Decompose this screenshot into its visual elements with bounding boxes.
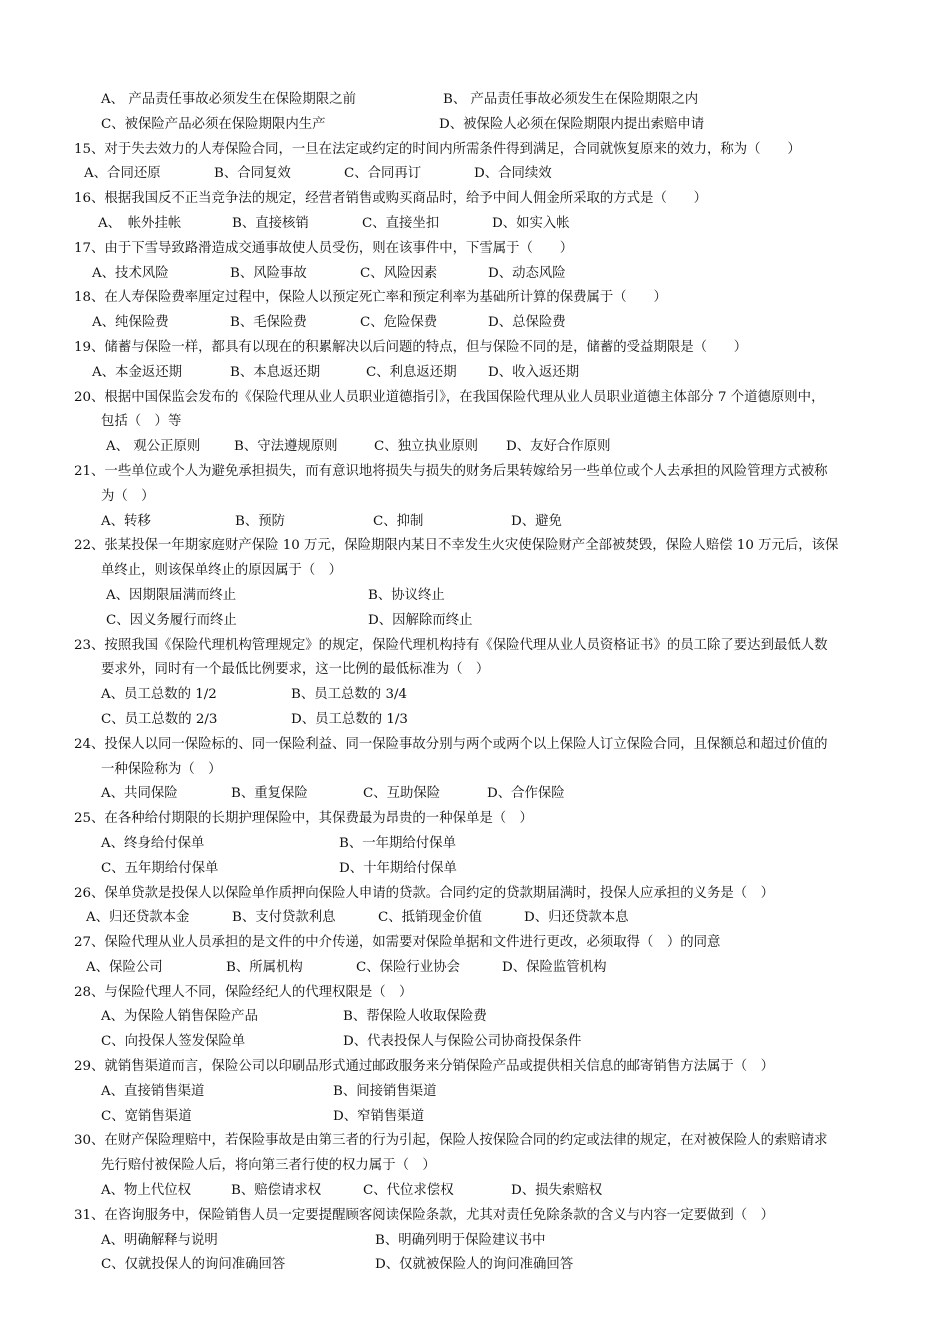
answer-option: A、 帐外挂帐 [98,215,182,231]
option-row [74,1179,884,1204]
answer-option: D、保险监管机构 [502,959,607,975]
answer-option: B、本息返还期 [230,364,321,380]
answer-option: D、友好合作原则 [506,439,611,455]
answer-option: D、如实入帐 [492,215,570,231]
answer-option: D、仅就被保险人的询问准确回答 [375,1257,574,1273]
question-stem-continued: 要求外，同时有一个最低比例要求，这一比例的最低标准为（ ） [101,662,490,678]
question-stem: 20、根据中国保监会发布的《保险代理从业人员职业道德指引》，在我国保险代理从业人员职业道德主体部分 7 个道德原则中， [74,389,825,405]
question-stem: 15、对于失去效力的人寿保险合同，一旦在法定或约定的时间内所需条件得到满足，合同就恢复原来的效力，称为（ ） [74,141,801,157]
option-row [74,683,884,708]
answer-option: A、共同保险 [101,786,178,802]
option-row [74,262,884,287]
option-row [74,857,884,882]
answer-option: D、动态风险 [488,265,566,281]
answer-option: B、协议终止 [368,587,445,603]
answer-option: C、独立执业原则 [374,439,478,455]
question-stem: 24、投保人以同一保险标的、同一保险利益、同一保险事故分别与两个或两个以上保险人订立保险合同，且保额总和超过价值的 [74,736,828,752]
option-row [74,1229,884,1254]
answer-option: A、合同还原 [84,166,161,182]
answer-option: A、为保险人销售保险产品 [101,1009,258,1025]
answer-option: A、转移 [101,513,151,529]
question-stem: 30、在财产保险理赔中，若保险事故是由第三者的行为引起，保险人按保险合同的约定或法律的规定，在对被保险人的索赔请求 [74,1133,828,1149]
option-row [74,1105,884,1130]
question-stem: 19、储蓄与保险一样，都具有以现在的积累解决以后问题的特点，但与保险不同的是，储蓄的受益期限是（ ） [74,339,748,355]
answer-option: B、一年期给付保单 [339,835,456,851]
answer-option: D、合作保险 [487,786,565,802]
question-stem: 29、就销售渠道而言，保险公司以印刷品形式通过邮政服务来分销保险产品或提供相关信息的邮寄销售方法属于（ ） [74,1059,774,1075]
question-stem-continued: 先行赔付被保险人后，将向第三者行使的权力属于（ ） [101,1158,436,1174]
answer-option: C、抑制 [373,513,424,529]
question-stem: 16、根据我国反不正当竞争法的规定，经营者销售或购买商品时，给予中间人佣金所采取的方式是（ ） [74,191,708,207]
option-row [74,361,884,386]
answer-option: D、十年期给付保单 [339,860,457,876]
question-stem-continued: 单终止，则该保单终止的原因属于（ ） [101,563,343,579]
answer-option: C、保险行业协会 [356,959,460,975]
answer-option: C、抵销现金价值 [378,910,482,926]
option-row [74,584,884,609]
answer-option: A、纯保险费 [92,315,169,331]
answer-option: B、间接销售渠道 [333,1083,437,1099]
answer-option: B、赔偿请求权 [231,1183,322,1199]
option-row [74,1030,884,1055]
answer-option: C、直接坐扣 [362,215,440,231]
answer-option: B、重复保险 [231,786,308,802]
question-list [74,88,884,1278]
question-stem: 26、保单贷款是投保人以保险单作质押向保险人申请的贷款。合同约定的贷款期届满时，投保人应承担的义务是（ ） [74,885,774,901]
answer-option: C、五年期给付保单 [101,860,219,876]
option-row [74,832,884,857]
option-row [74,609,884,634]
answer-option: B、直接核销 [232,215,309,231]
option-row [74,1253,884,1278]
option-row [74,162,884,187]
answer-option: A、终身给付保单 [101,835,205,851]
answer-option: D、收入返还期 [488,364,580,380]
answer-option: D、员工总数的 1/3 [291,711,408,727]
answer-option: D、被保险人必须在保险期限内提出索赔申请 [439,116,705,132]
answer-option: C、被保险产品必须在保险期限内生产 [101,116,326,132]
answer-option: D、代表投保人与保险公司协商投保条件 [343,1034,582,1050]
answer-option: C、因义务履行而终止 [106,612,237,628]
question-stem: 22、张某投保一年期家庭财产保险 10 万元，保险期限内某日不幸发生火灾使保险财产全部被焚毁，保险人赔偿 10 万元后，该保 [74,538,839,554]
option-row [74,311,884,336]
question-stem: 18、在人寿保险费率厘定过程中，保险人以预定死亡率和预定利率为基础所计算的保费属于（ ） [74,290,667,306]
answer-option: A、技术风险 [92,265,169,281]
answer-option: C、向投保人签发保险单 [101,1034,246,1050]
question-stem-continued: 为（ ） [101,488,155,504]
answer-option: D、归还贷款本息 [524,910,629,926]
answer-option: B、合同复效 [214,166,291,182]
answer-option: A、直接销售渠道 [101,1083,205,1099]
answer-option: B、风险事故 [230,265,307,281]
answer-option: A、保险公司 [86,959,163,975]
question-stem: 21、一些单位或个人为避免承担损失，而有意识地将损失与损失的财务后果转嫁给另一些单位或个人去承担的风险管理方式被称 [74,463,828,479]
answer-option: C、员工总数的 2/3 [101,711,218,727]
answer-option: B、毛保险费 [230,315,307,331]
answer-option: A、归还贷款本金 [86,910,190,926]
option-row [74,510,884,535]
answer-option: B、预防 [235,513,286,529]
answer-option: C、互助保险 [363,786,441,802]
question-stem: 25、在各种给付期限的长期护理保险中，其保费最为昂贵的一种保单是（ ） [74,811,533,827]
answer-option: A、 产品责任事故必须发生在保险期限之前 [101,92,356,107]
question-stem: 31、在咨询服务中，保险销售人员一定要提醒顾客阅读保险条款，尤其对责任免除条款的含义与内容一定要做到（ ） [74,1207,774,1223]
answer-option: C、合同再订 [344,166,422,182]
question-stem: 28、与保险代理人不同，保险经纪人的代理权限是（ ） [74,984,413,1000]
option-row [74,1080,884,1105]
answer-option: B、 产品责任事故必须发生在保险期限之内 [443,92,699,107]
answer-option: A、 观公正原则 [106,439,201,455]
answer-option: C、代位求偿权 [363,1183,454,1199]
answer-option: D、因解除而终止 [368,612,473,628]
answer-option: C、危险保费 [360,315,438,331]
answer-option: A、员工总数的 1/2 [101,687,217,703]
answer-option: A、物上代位权 [101,1183,192,1199]
answer-option: B、员工总数的 3/4 [291,687,407,703]
answer-option: B、支付贷款利息 [232,910,336,926]
question-stem: 27、保险代理从业人员承担的是文件的中介传递，如需要对保险单据和文件进行更改，必须取得（ ）的同意 [74,935,721,951]
answer-option: A、本金返还期 [92,364,183,380]
answer-option: B、守法遵规原则 [234,439,338,455]
answer-option: A、明确解释与说明 [101,1232,218,1248]
option-row [74,956,884,981]
option-row [74,782,884,807]
answer-option: D、避免 [511,513,562,529]
option-row [74,212,884,237]
question-stem-continued: 包括（ ）等 [101,414,182,430]
option-row [74,88,884,113]
answer-option: C、利息返还期 [366,364,457,380]
question-stem-continued: 一种保险称为（ ） [101,761,222,777]
option-row [74,1005,884,1030]
question-stem: 23、按照我国《保险代理机构管理规定》的规定，保险代理机构持有《保险代理从业人员资格证书》的员工除了要达到最低人数 [74,637,828,653]
option-row [74,708,884,733]
answer-option: D、损失索赔权 [511,1183,603,1199]
question-stem: 17、由于下雪导致路滑造成交通事故使人员受伤，则在该事件中，下雪属于（ ） [74,240,574,256]
answer-option: C、仅就投保人的询问准确回答 [101,1257,286,1273]
answer-option: D、合同续效 [474,166,552,182]
answer-option: C、宽销售渠道 [101,1108,192,1124]
option-row [74,435,884,460]
answer-option: D、总保险费 [488,315,566,331]
answer-option: A、因期限届满而终止 [106,587,237,603]
answer-option: C、风险因素 [360,265,438,281]
answer-option: D、窄销售渠道 [333,1108,425,1124]
answer-option: B、帮保险人收取保险费 [343,1009,487,1025]
answer-option: B、所属机构 [226,959,303,975]
answer-option: B、明确列明于保险建议书中 [375,1232,546,1248]
option-row [74,113,884,138]
option-row [74,906,884,931]
